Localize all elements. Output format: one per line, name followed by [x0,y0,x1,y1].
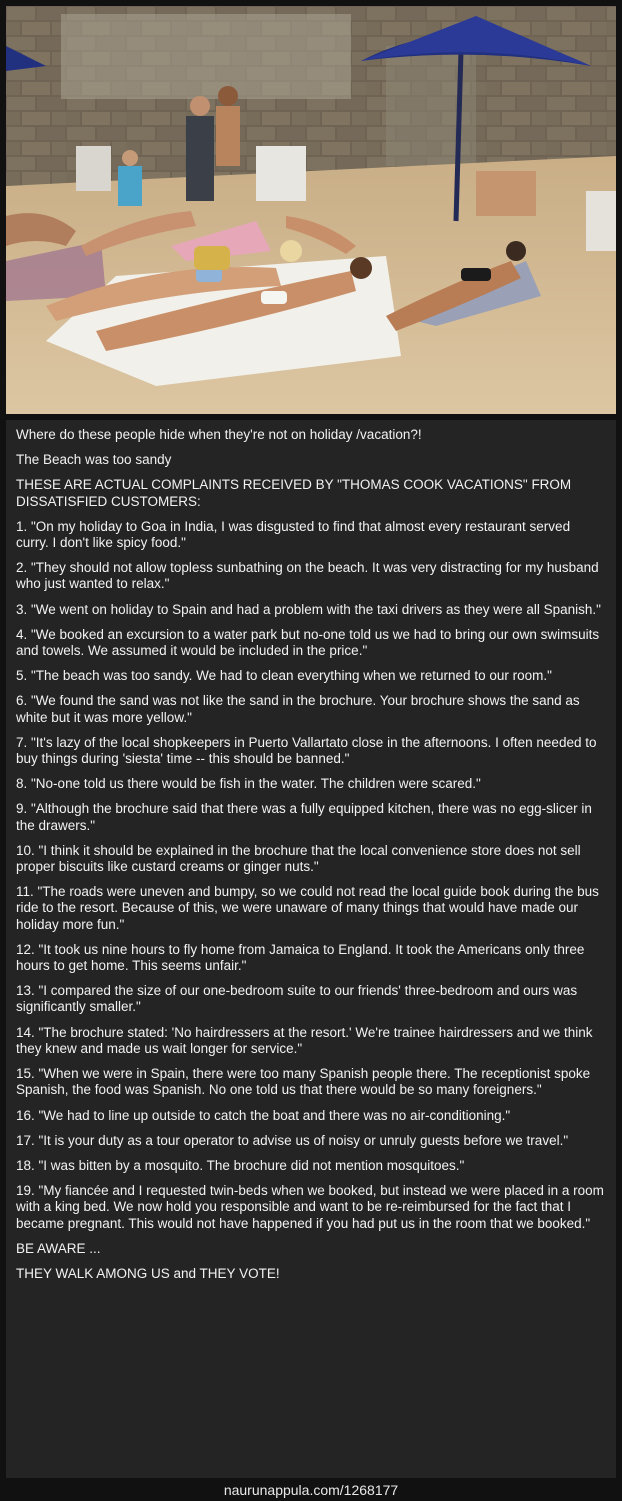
heading-text: THESE ARE ACTUAL COMPLAINTS RECEIVED BY "THOMAS COOK VACATIONS" FROM DISSATISFIED CUSTOMERS: [16,477,572,509]
complaint-item: 9. "Although the brochure said that there was a fully equipped kitchen, there was no egg-slicer in the drawers." [16,801,592,833]
complaint-item: 18. "I was bitten by a mosquito. The brochure did not mention mosquitoes." [16,1157,465,1173]
complaint-item: 16. "We had to line up outside to catch the boat and there was no air-conditioning." [16,1107,511,1123]
complaint-item: 3. "We went on holiday to Spain and had a problem with the taxi drivers as they were all Spanish." [16,601,601,617]
complaint-item: 17. "It is your duty as a tour operator to advise us of noisy or unruly guests before we travel." [16,1132,569,1148]
standing-person [186,116,214,201]
complaint-list [16,519,606,1232]
complaint-item: 19. "My fiancée and I requested twin-beds when we booked, but instead we were placed in a room with a king bed. We now hold you responsible and want to be re-reimbursed for the fact that I became pregnant. This would not have happened if you had put us in the room that we booked." [16,1183,604,1231]
subtitle-text: The Beach was too sandy [16,452,172,468]
source-url: naurunappula.com/1268177 [223,1482,399,1498]
complaint-item: 7. "It's lazy of the local shopkeepers in Puerto Vallartato close in the afternoons. I often needed to buy things during 'siesta' time -- this should be banned." [16,734,597,767]
complaint-item: 12. "It took us nine hours to fly home from Jamaica to England. It took the Americans only three hours to get home. This seems unfair." [16,941,585,974]
complaint-item: 2. "They should not allow topless sunbathing on the beach. It was very distracting for my husband who just wanted to relax." [16,560,599,592]
complaint-item: 11. "The roads were uneven and bumpy, so we could not read the local guide book during the bus ride to the resort. Because of this, we were unaware of many things that would have made our holiday more fun." [16,884,599,932]
complaint-item: 13. "I compared the size of our one-bedroom suite to our friends' three-bedroom and ours was significantly smaller." [16,983,578,1015]
beach-photo [6,6,616,414]
complaint-item: 15. "When we were in Spain, there were too many Spanish people there. The receptionist spoke Spanish, the food was Spanish. No one told us that there would be so many foreigners." [16,1066,591,1098]
complaint-item: 8. "No-one told us there would be fish in the water. The children were scared." [16,776,481,792]
complaint-item: 14. "The brochure stated: 'No hairdressers at the resort.' We're trainee hairdressers and we think they knew and made us wait longer for service." [16,1024,593,1056]
complaint-item: 10. "I think it should be explained in the brochure that the local convenience store does not sell proper biscuits like custard creams or ginger nuts." [16,842,581,875]
intro-text: Where do these people hide when they're not on holiday /vacation?! [16,427,422,442]
lounger [256,146,306,201]
complaint-item: 4. "We booked an excursion to a water park but no-one told us we had to bring our own swimsuits and towels. We assumed it would be included in the price." [16,626,600,659]
complaint-item: 6. "We found the sand was not like the sand in the brochure. Your brochure shows the sand as white but it was more yellow." [16,693,580,725]
wall-light-patch [61,14,351,99]
complaint-item: 5. "The beach was too sandy. We had to clean everything when we returned to our room." [16,668,552,684]
complaints-panel [6,420,616,1478]
closing-statement: THEY WALK AMONG US and THEY VOTE! [16,1265,280,1281]
complaint-item: 1. "On my holiday to Goa in India, I was disgusted to find that almost every restaurant served curry. I don't like spicy food." [16,518,571,551]
closing-warning: BE AWARE ... [16,1240,101,1256]
